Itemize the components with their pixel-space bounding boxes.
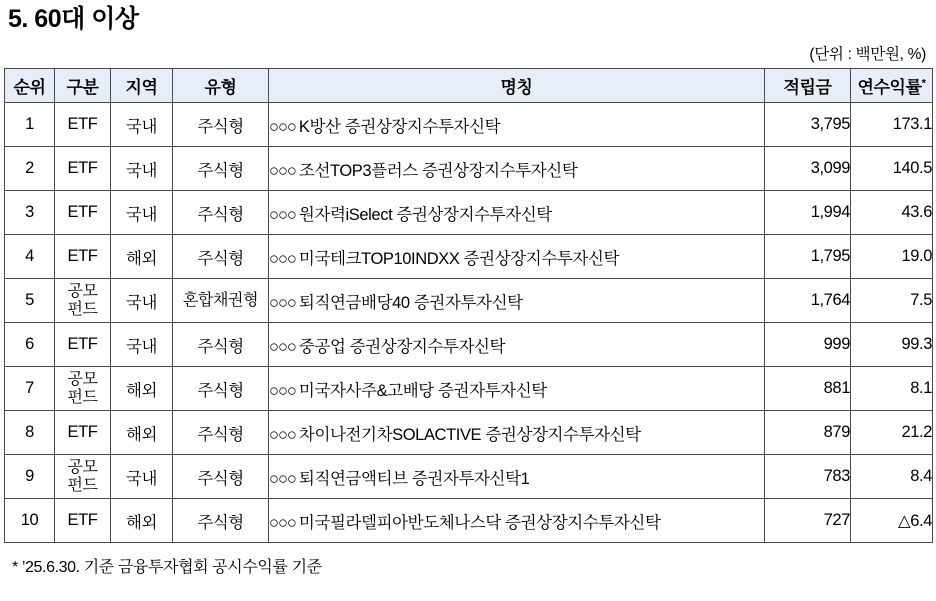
footnote: * ’25.6.30. 기준 금융투자협회 공시수익률 기준 bbox=[12, 559, 322, 576]
fund-name-text: K방산 증권상장지수투자신탁 bbox=[298, 117, 501, 136]
cell-return: △6.4 bbox=[851, 499, 933, 543]
cell-name bbox=[269, 103, 765, 147]
cell-type-text: 공모 펀드 bbox=[67, 458, 98, 494]
masked-company-circles: ○○○ bbox=[269, 293, 296, 312]
cell-type: ETF bbox=[55, 411, 111, 455]
cell-region: 해외 bbox=[111, 499, 173, 543]
table-row bbox=[5, 323, 933, 367]
page-title: 5. 60대 이상 bbox=[8, 5, 139, 33]
cell-type bbox=[55, 455, 111, 499]
cell-name bbox=[269, 367, 765, 411]
table-row bbox=[5, 499, 933, 543]
fund-name-text: 조선TOP3플러스 증권상장지수투자신탁 bbox=[298, 161, 578, 180]
column-header-name: 명칭 bbox=[269, 69, 765, 103]
cell-name bbox=[269, 235, 765, 279]
cell-return: 140.5 bbox=[851, 147, 933, 191]
cell-amount: 727 bbox=[765, 499, 851, 543]
cell-name bbox=[269, 147, 765, 191]
cell-region: 국내 bbox=[111, 455, 173, 499]
fund-name-text: 미국자사주&고배당 증권자투자신탁 bbox=[298, 381, 547, 400]
table-header-row bbox=[5, 69, 933, 103]
column-header-region: 지역 bbox=[111, 69, 173, 103]
cell-rank: 9 bbox=[5, 455, 55, 499]
cell-region: 국내 bbox=[111, 147, 173, 191]
cell-amount: 1,764 bbox=[765, 279, 851, 323]
cell-return: 173.1 bbox=[851, 103, 933, 147]
cell-category: 주식형 bbox=[173, 455, 269, 499]
table-row bbox=[5, 235, 933, 279]
cell-rank: 6 bbox=[5, 323, 55, 367]
cell-name bbox=[269, 411, 765, 455]
table-row bbox=[5, 411, 933, 455]
table-row bbox=[5, 455, 933, 499]
column-header-return bbox=[851, 69, 933, 103]
cell-type: ETF bbox=[55, 103, 111, 147]
cell-return: 19.0 bbox=[851, 235, 933, 279]
cell-region: 해외 bbox=[111, 367, 173, 411]
cell-type bbox=[55, 367, 111, 411]
table-row bbox=[5, 367, 933, 411]
cell-amount: 881 bbox=[765, 367, 851, 411]
column-header-return-label: 연수익률 bbox=[857, 78, 922, 97]
column-header-category: 유형 bbox=[173, 69, 269, 103]
cell-type-text: 공모 펀드 bbox=[67, 282, 98, 318]
masked-company-circles: ○○○ bbox=[269, 249, 296, 268]
masked-company-circles: ○○○ bbox=[269, 513, 296, 532]
masked-company-circles: ○○○ bbox=[269, 469, 296, 488]
cell-return: 8.1 bbox=[851, 367, 933, 411]
masked-company-circles: ○○○ bbox=[269, 381, 296, 400]
cell-return: 43.6 bbox=[851, 191, 933, 235]
table-row bbox=[5, 191, 933, 235]
cell-region: 국내 bbox=[111, 103, 173, 147]
cell-type: ETF bbox=[55, 323, 111, 367]
cell-category: 주식형 bbox=[173, 499, 269, 543]
cell-name bbox=[269, 323, 765, 367]
cell-name bbox=[269, 499, 765, 543]
cell-name bbox=[269, 279, 765, 323]
cell-rank: 5 bbox=[5, 279, 55, 323]
fund-name-text: 원자력iSelect 증권상장지수투자신탁 bbox=[298, 205, 552, 224]
cell-category: 주식형 bbox=[173, 367, 269, 411]
cell-type: ETF bbox=[55, 147, 111, 191]
cell-category: 주식형 bbox=[173, 103, 269, 147]
cell-category: 주식형 bbox=[173, 191, 269, 235]
table-row bbox=[5, 103, 933, 147]
fund-name-text: 차이나전기차SOLACTIVE 증권상장지수투자신탁 bbox=[298, 425, 641, 444]
cell-amount: 1,795 bbox=[765, 235, 851, 279]
cell-amount: 3,099 bbox=[765, 147, 851, 191]
masked-company-circles: ○○○ bbox=[269, 205, 296, 224]
cell-name bbox=[269, 191, 765, 235]
masked-company-circles: ○○○ bbox=[269, 425, 296, 444]
table-row bbox=[5, 279, 933, 323]
masked-company-circles: ○○○ bbox=[269, 337, 296, 356]
cell-rank: 2 bbox=[5, 147, 55, 191]
page-root bbox=[0, 4, 936, 601]
fund-name-text: 미국필라델피아반도체나스닥 증권상장지수투자신탁 bbox=[298, 513, 661, 532]
cell-name bbox=[269, 455, 765, 499]
cell-region: 해외 bbox=[111, 411, 173, 455]
cell-rank: 7 bbox=[5, 367, 55, 411]
cell-type: ETF bbox=[55, 499, 111, 543]
unit-note: (단위 : 백만원, %) bbox=[809, 46, 926, 63]
cell-amount: 999 bbox=[765, 323, 851, 367]
masked-company-circles: ○○○ bbox=[269, 161, 296, 180]
table-body bbox=[5, 103, 933, 543]
masked-company-circles: ○○○ bbox=[269, 117, 296, 136]
cell-category: 주식형 bbox=[173, 235, 269, 279]
cell-return: 8.4 bbox=[851, 455, 933, 499]
cell-category: 주식형 bbox=[173, 411, 269, 455]
fund-name-text: 미국테크TOP10INDXX 증권상장지수투자신탁 bbox=[298, 249, 620, 268]
cell-return: 99.3 bbox=[851, 323, 933, 367]
cell-region: 국내 bbox=[111, 279, 173, 323]
cell-type bbox=[55, 279, 111, 323]
column-header-return-footnote-marker: * bbox=[921, 77, 926, 90]
cell-region: 해외 bbox=[111, 235, 173, 279]
cell-type-text: 공모 펀드 bbox=[67, 370, 98, 406]
fund-name-text: 퇴직연금액티브 증권자투자신탁1 bbox=[298, 469, 530, 488]
column-header-amount: 적립금 bbox=[765, 69, 851, 103]
cell-rank: 10 bbox=[5, 499, 55, 543]
fund-ranking-table bbox=[4, 68, 933, 543]
fund-name-text: 퇴직연금배당40 증권자투자신탁 bbox=[298, 293, 523, 312]
cell-region: 국내 bbox=[111, 191, 173, 235]
cell-amount: 879 bbox=[765, 411, 851, 455]
cell-category: 주식형 bbox=[173, 323, 269, 367]
fund-name-text: 중공업 증권상장지수투자신탁 bbox=[298, 337, 506, 356]
cell-category bbox=[173, 279, 269, 323]
column-header-rank: 순위 bbox=[5, 69, 55, 103]
cell-amount: 783 bbox=[765, 455, 851, 499]
cell-type: ETF bbox=[55, 235, 111, 279]
cell-return: 21.2 bbox=[851, 411, 933, 455]
cell-return: 7.5 bbox=[851, 279, 933, 323]
cell-type: ETF bbox=[55, 191, 111, 235]
cell-region: 국내 bbox=[111, 323, 173, 367]
cell-amount: 3,795 bbox=[765, 103, 851, 147]
column-header-type: 구분 bbox=[55, 69, 111, 103]
cell-category: 주식형 bbox=[173, 147, 269, 191]
cell-amount: 1,994 bbox=[765, 191, 851, 235]
cell-rank: 4 bbox=[5, 235, 55, 279]
cell-rank: 3 bbox=[5, 191, 55, 235]
table-row bbox=[5, 147, 933, 191]
cell-rank: 8 bbox=[5, 411, 55, 455]
cell-category-text: 혼합채권형 bbox=[182, 291, 259, 309]
cell-rank: 1 bbox=[5, 103, 55, 147]
